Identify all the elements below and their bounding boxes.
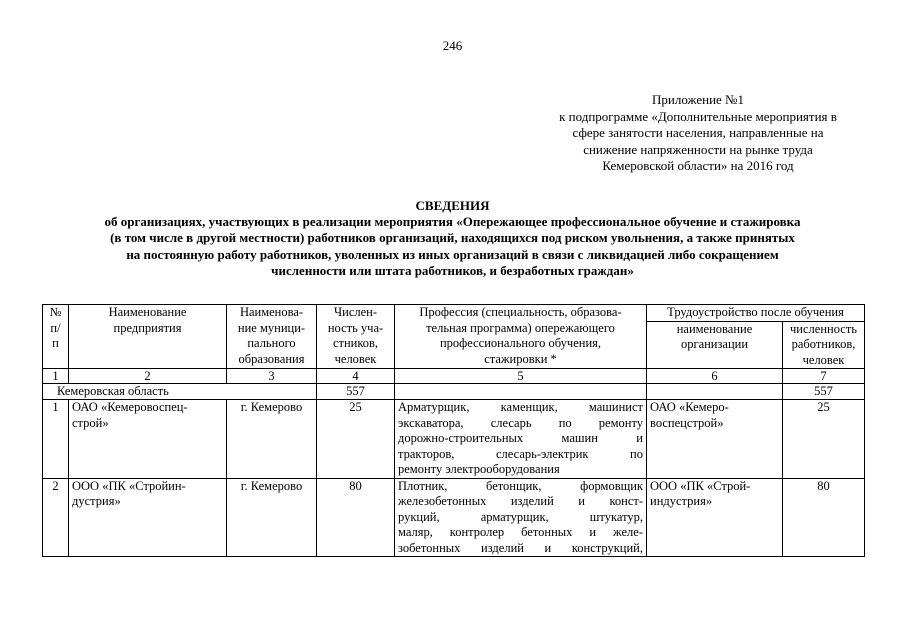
region-org-empty (647, 384, 783, 400)
subtitle-line: (в том числе в другой местности) работников организаций, находящихся под риском увольнения, а также принятых (110, 230, 795, 246)
row-num: 2 (43, 478, 69, 557)
page-number: 246 (442, 38, 463, 53)
appendix-line: к подпрограмме «Дополнительные мероприятия в (559, 108, 837, 124)
header-enterprise: Наименование предприятия (69, 305, 227, 369)
document-title: СВЕДЕНИЯ (415, 198, 490, 213)
column-number: 7 (783, 369, 865, 384)
header-profession: Профессия (специальность, образова- тельная программа) опережающего профессионального обучения, стажировки * (395, 305, 647, 369)
subtitle-line: на постоянную работу работников, уволенных из иных организаций в связи с ликвидацией либо сокращением (126, 246, 779, 262)
column-number-row (43, 369, 865, 384)
row-participants: 25 (317, 400, 395, 479)
region-profession-empty (395, 384, 647, 400)
appendix-line: сфере занятости населения, направленные на (572, 125, 824, 140)
organizations-table (42, 304, 865, 557)
column-number: 3 (227, 369, 317, 384)
header-municipality: Наименова- ние муници- пального образования (227, 305, 317, 369)
appendix-line: Кемеровской области» на 2016 год (602, 158, 794, 173)
row-profession: Плотник, бетонщик, формовщик железобетонных изделий и конст- рукций, арматурщик, штукатур, маляр, контролер бетонных и желе- зобетонных изделий и конструкций, (395, 478, 647, 557)
header-participants: Числен- ность уча- стников, человек (317, 305, 395, 369)
column-number: 4 (317, 369, 395, 384)
region-participants: 557 (317, 384, 395, 400)
table-header-row (43, 305, 865, 322)
document-subtitle (20, 214, 885, 279)
column-number: 1 (43, 369, 69, 384)
column-number: 5 (395, 369, 647, 384)
row-employed: 80 (783, 478, 865, 557)
header-employed-count: численность работников, человек (783, 321, 865, 369)
row-org: ОАО «Кемеро- воспецстрой» (647, 400, 783, 479)
row-enterprise: ООО «ПК «Стройин- дустрия» (69, 478, 227, 557)
header-num: № п/ п (43, 305, 69, 369)
row-municipality: г. Кемерово (227, 478, 317, 557)
region-name: Кемеровская область (43, 384, 317, 400)
header-org-name: наименование организации (647, 321, 783, 369)
row-org: ООО «ПК «Строй- индустрия» (647, 478, 783, 557)
region-total-row (43, 384, 865, 400)
row-employed: 25 (783, 400, 865, 479)
header-employment: Трудоустройство после обучения (647, 305, 865, 322)
row-enterprise: ОАО «Кемеровоспец- строй» (69, 400, 227, 479)
subtitle-line: численности или штата работников, и безработных граждан» (271, 262, 634, 278)
appendix-line: снижение напряженности на рынке труда (583, 141, 813, 157)
row-num: 1 (43, 400, 69, 479)
row-profession: Арматурщик, каменщик, машинист экскаватора, слесарь по ремонту дорожно-строительных машин и тракторов, слесарь-электрик по ремонту электрооборудования (395, 400, 647, 479)
table-row (43, 400, 865, 479)
appendix-line: Приложение №1 (652, 92, 744, 107)
region-employed: 557 (783, 384, 865, 400)
row-municipality: г. Кемерово (227, 400, 317, 479)
subtitle-line: об организациях, участвующих в реализации мероприятия «Опережающее профессиональное обучение и стажировка (104, 214, 801, 229)
column-number: 6 (647, 369, 783, 384)
table-row (43, 478, 865, 557)
column-number: 2 (69, 369, 227, 384)
row-participants: 80 (317, 478, 395, 557)
appendix-block (528, 92, 868, 175)
